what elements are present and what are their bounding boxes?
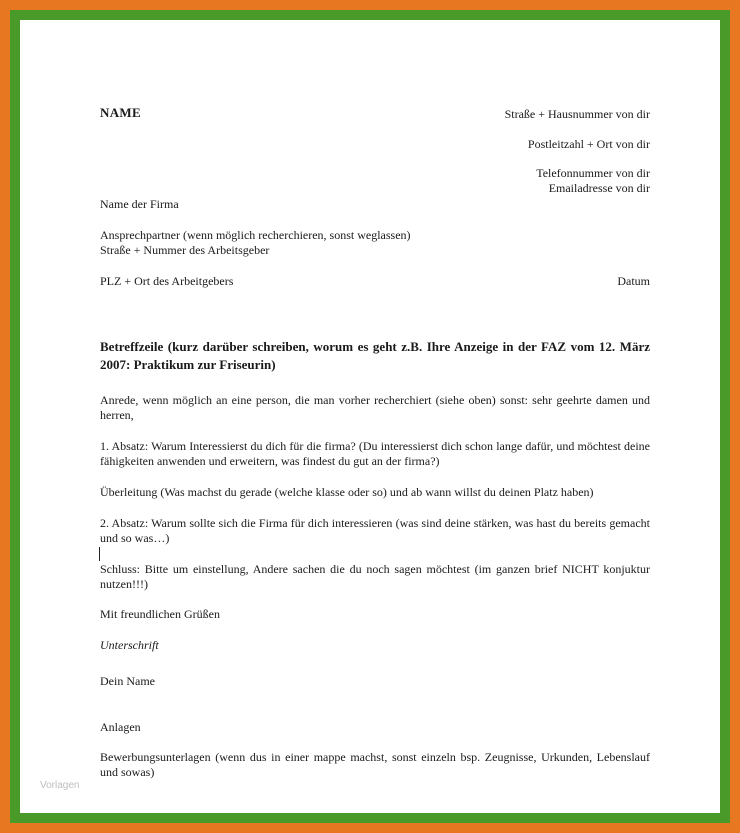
- subject-line: Betreffzeile (kurz darüber schreiben, worum es geht z.B. Ihre Anzeige in der FAZ vom 12. März 2007: Praktikum zur Friseurin): [100, 339, 650, 372]
- recipient-company: Name der Firma: [100, 197, 179, 211]
- watermark: Vorlagen: [40, 780, 80, 791]
- letter-date: Datum: [617, 274, 650, 288]
- transition-paragraph: Überleitung (Was machst du gerade (welche klasse oder so) und ab wann willst du deinen Platz haben): [100, 485, 594, 499]
- recipient-contact: Ansprechpartner (wenn möglich recherchieren, sonst weglassen): [100, 228, 411, 242]
- sender-email: Emailadresse von dir: [548, 181, 650, 195]
- sender-name: NAME: [100, 105, 141, 120]
- attachments-list: Bewerbungsunterlagen (wenn dus in einer mappe machst, sonst einzeln bsp. Zeugnisse, Urkunden, Lebenslauf und sowas): [100, 750, 650, 779]
- paragraph-1: 1. Absatz: Warum Interessierst du dich für die firma? (Du interessierst dich schon lange dafür, und möchtest deine fähigkeiten anwenden und erweitern, was findest du gut an der firma?): [100, 439, 650, 468]
- sender-street: Straße + Hausnummer von dir: [504, 107, 650, 121]
- sender-postal: Postleitzahl + Ort von dir: [527, 137, 650, 151]
- sender-phone: Telefonnummer von dir: [536, 166, 650, 180]
- greeting: Mit freundlichen Grüßen: [100, 607, 220, 621]
- your-name: Dein Name: [100, 674, 155, 688]
- closing-paragraph: Schluss: Bitte um einstellung, Andere sachen die du noch sagen möchtest (im ganzen brief NICHT konjuktur nutzen!!!): [100, 562, 650, 591]
- recipient-city: PLZ + Ort des Arbeitgebers: [100, 274, 234, 288]
- salutation: Anrede, wenn möglich an eine person, die man vorher recherchiert (siehe oben) sonst: sehr geehrte damen und herren,: [100, 393, 650, 422]
- attachments-label: Anlagen: [100, 720, 141, 734]
- recipient-street: Straße + Nummer des Arbeitsgeber: [100, 243, 270, 257]
- paragraph-2: 2. Absatz: Warum sollte sich die Firma für dich interessieren (was sind deine stärken, was hast du bereits gemacht und so was…): [100, 516, 650, 545]
- letter-page: [20, 20, 720, 813]
- signature: Unterschrift: [100, 638, 159, 652]
- text-cursor: [99, 547, 100, 561]
